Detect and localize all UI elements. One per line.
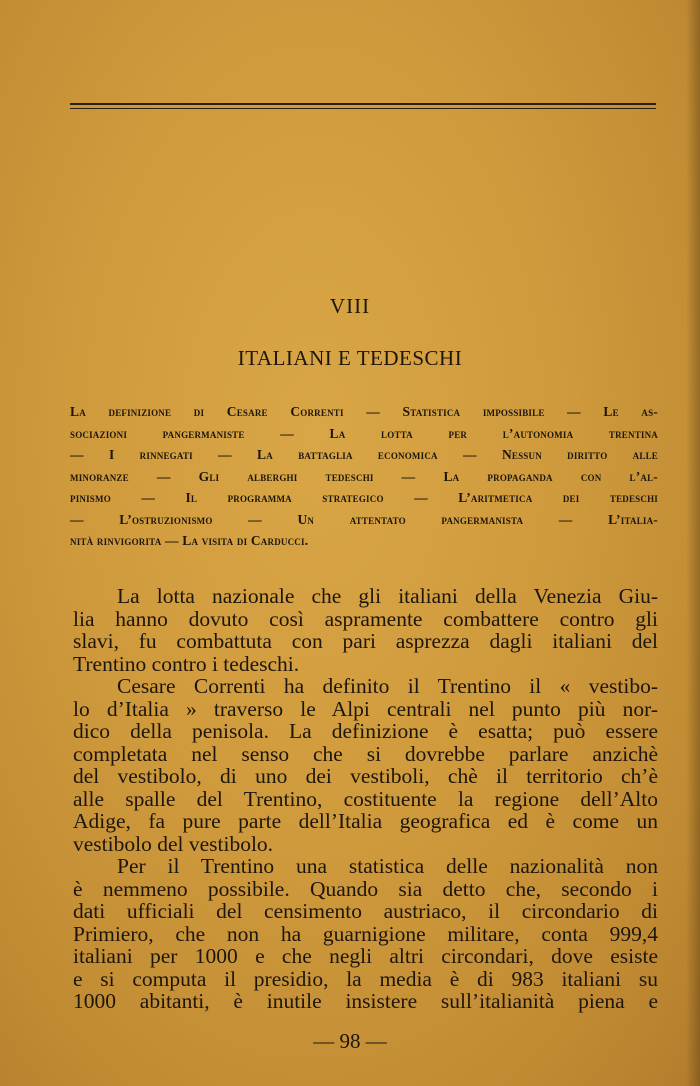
summary-line: — L’ostruzionismo — Un attentato pangermanista — L’italia- [70, 511, 658, 527]
top-rule-thin [70, 108, 656, 109]
body-line: dati ufficiali del censimento austriaco, il circondario di [73, 899, 658, 923]
body-line: Trentino contro i tedeschi. [73, 651, 300, 676]
body-line: Adige, fa pure parte dell’Italia geografica ed è come un [73, 809, 658, 833]
body-line: La lotta nazionale che gli italiani della Venezia Giu- [117, 584, 658, 608]
body-line: Per il Trentino una statistica delle nazionalità non [117, 854, 658, 878]
page-number: — 98 — [313, 1029, 387, 1053]
body-line: lia hanno dovuto così aspramente combattere contro gli [73, 606, 658, 631]
body-line: lo d’Italia » traverso le Alpi centrali nel punto più nor- [73, 696, 658, 721]
summary-line: minoranze — Gli alberghi tedeschi — La propaganda con l’al- [70, 468, 658, 484]
summary-line: nità rinvigorita — La visita di Carducci. [70, 533, 309, 548]
body-line: slavi, fu combattuta con pari asprezza dagli italiani del [73, 629, 658, 653]
body-text [73, 585, 658, 1013]
body-line: completata nel senso che si dovrebbe parlare anzichè [73, 741, 658, 766]
top-rule [70, 103, 656, 105]
body-line: vestibolo del vestibolo. [73, 831, 274, 856]
body-line: del vestibolo, di uno dei vestiboli, chè il territorio ch’è [73, 764, 658, 788]
body-line: 1000 abitanti, è inutile insistere sull’italianità piena e [73, 989, 658, 1013]
page-edge-shadow [686, 0, 700, 1086]
summary-line: La definizione di Cesare Correnti — Statistica impossibile — Le as- [70, 404, 658, 419]
body-line: Primiero, che non ha guarnigione militare, conta 999,4 [73, 921, 658, 946]
body-line: è nemmeno possibile. Quando sia detto che, secondo i [73, 876, 658, 901]
summary-line: sociazioni pangermaniste — La lotta per l’autonomia trentina [70, 425, 658, 441]
body-line: italiani per 1000 e che negli altri circondari, dove esiste [73, 944, 658, 968]
chapter-title: ITALIANI E TEDESCHI [237, 346, 463, 370]
chapter-summary [70, 401, 658, 552]
body-line: dico della penisola. La definizione è esatta; può essere [73, 719, 658, 743]
summary-line: — I rinnegati — La battaglia economica — Nessun diritto alle [70, 447, 658, 462]
body-line: Cesare Correnti ha definito il Trentino il « vestibo- [117, 674, 658, 698]
body-line: alle spalle del Trentino, costituente la regione dell’Alto [73, 786, 658, 811]
summary-line: pinismo — Il programma strategico — L’aritmetica dei tedeschi [70, 490, 658, 505]
chapter-number: VIII [329, 294, 371, 318]
body-line: e si computa il presidio, la media è di 983 italiani su [73, 966, 658, 991]
